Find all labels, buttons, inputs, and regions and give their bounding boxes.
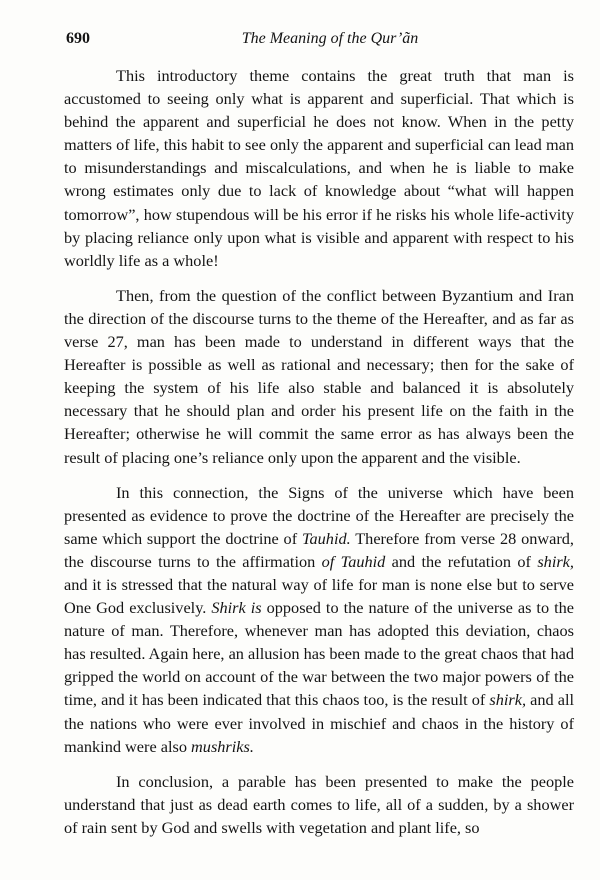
italic-term: Tauhid.: [301, 528, 351, 548]
paragraph: [64, 64, 574, 272]
paragraph: [64, 770, 574, 839]
text-run: In this connection, the Signs of the universe which have been presented as evidence to prove the doctrine of the Hereafter are precisely the same which support the doctrine of: [64, 482, 574, 548]
italic-term: shirk,: [489, 690, 527, 710]
text-run: In conclusion, a parable has been presented to make the people understand that just as dead earth comes to life, all of a sudden, by a shower of rain sent by God and swells with vegetation and plant life, so: [64, 771, 574, 837]
text-run: opposed to the nature of the universe as to the nature of man. Therefore, whenever man has adopted this deviation, chaos has resulted. Again here, an allusion has been made to the great chaos that had gripped the world on account of the war between the two major powers of the time, and it has been indicated that this chaos too, is the result of: [64, 598, 574, 710]
text-run: This introductory theme contains the great truth that man is accustomed to seeing only what is apparent and superficial. That which is behind the apparent and superficial he does not know. When in the petty matters of life, this habit to see only the apparent and superficial can lead man to misunderstandings and miscalculations, and when he is liable to make wrong estimates only due to lack of knowledge about “what will happen tomorrow”, how stupendous will be his error if he risks his whole life-activity by placing reliance only upon what is visible and apparent with respect to his worldly life as a whole!: [64, 66, 574, 270]
text-run: and all the nations who were ever involved in mischief and chaos in the history of mankind were also: [64, 690, 575, 756]
paragraph: [64, 284, 574, 469]
page-header: [66, 30, 576, 54]
italic-term: shirk,: [537, 551, 574, 571]
paragraph: [64, 481, 574, 758]
body-text: [64, 64, 574, 851]
text-run: Therefore from verse 28 onward, the discourse turns to the affirmation: [64, 528, 574, 571]
text-run: Then, from the question of the conflict between Byzantium and Iran the direction of the discourse turns to the theme of the Hereafter, and as far as verse 27, man has been made to understand in different ways that the Hereafter is possible as well as rational and necessary; then for the sake of keeping the system of his life also stable and balanced it is absolutely necessary that he should plan and order his present life on the faith in the Hereafter; otherwise he will commit the same error as has always been the result of placing one’s reliance only upon the apparent and the visible.: [64, 285, 574, 467]
running-title: The Meaning of the Qur’ãn: [241, 30, 419, 47]
italic-term: of Tauhid: [321, 551, 386, 571]
text-run: and it is stressed that the natural way of life for man is none else but to serve One God exclusively.: [64, 574, 574, 618]
italic-term: mushriks.: [191, 736, 254, 756]
text-run: and the refutation of: [385, 551, 538, 571]
italic-term: Shirk is: [211, 598, 262, 618]
page-number: 690: [66, 30, 90, 47]
